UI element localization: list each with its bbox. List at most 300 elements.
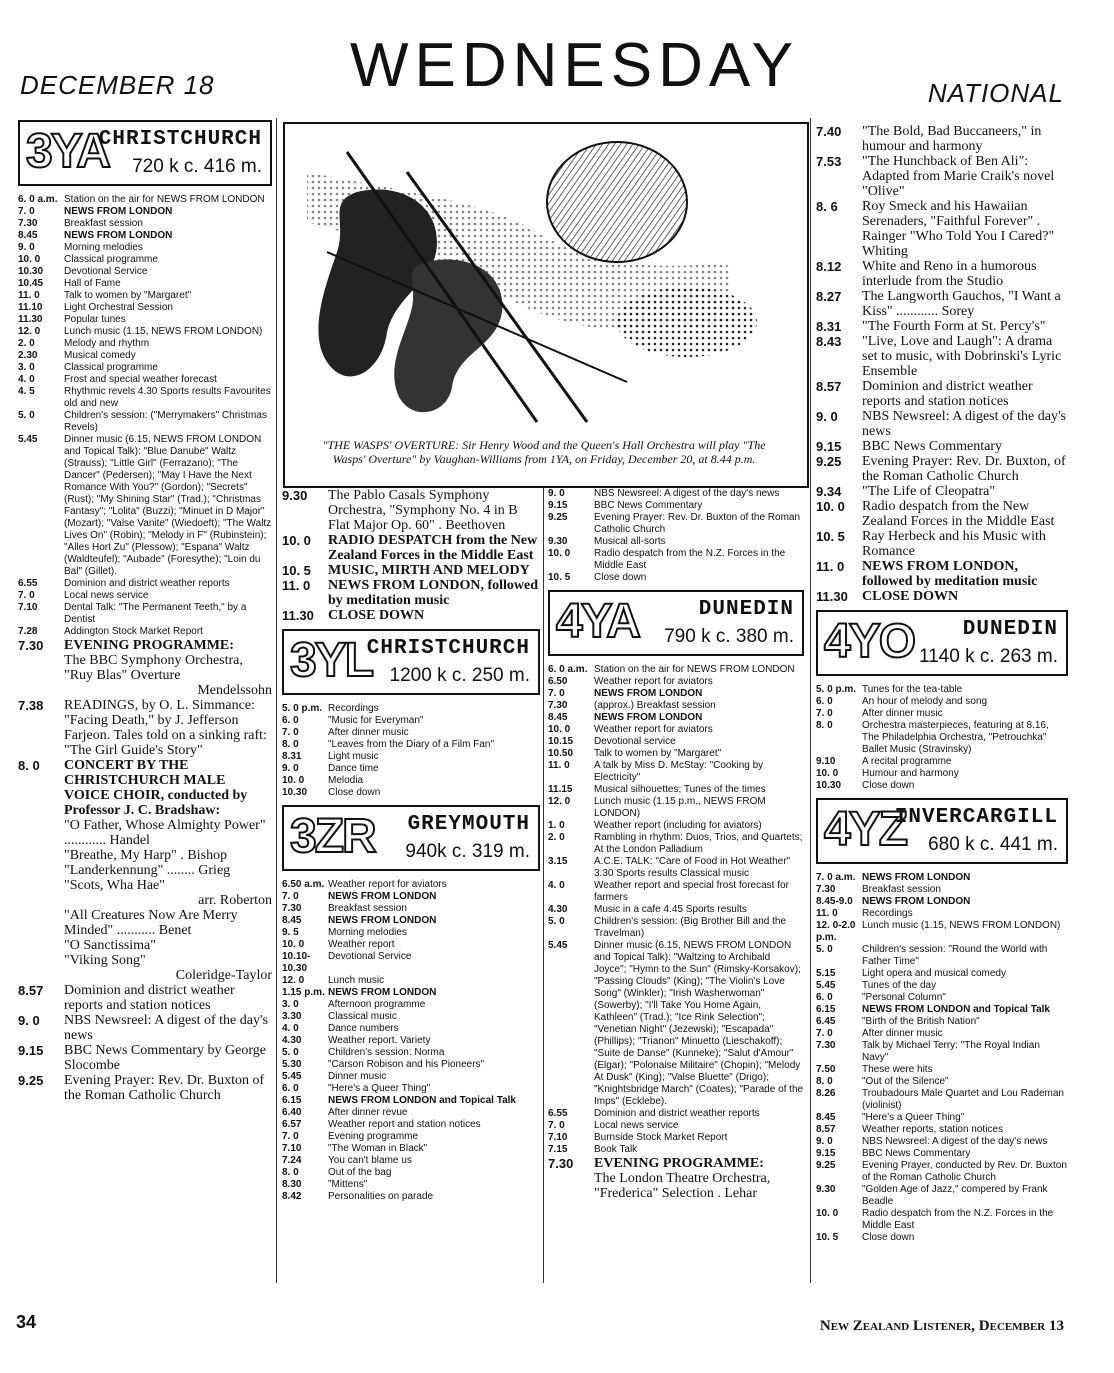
schedule-item — [548, 712, 804, 724]
schedule-item — [18, 314, 272, 326]
schedule-item — [18, 1043, 272, 1073]
schedule-text: "Here's a Queer Thing" — [862, 1112, 965, 1123]
station-city: CHRISTCHURCH — [98, 128, 262, 151]
schedule-text: "Facing Death," by J. Jefferson Farjeon. Tales told on a sinking raft: — [64, 713, 267, 743]
schedule-item — [282, 891, 540, 903]
schedule-time: 1.15 p.m. — [282, 987, 325, 998]
schedule-item — [816, 1184, 1068, 1208]
schedule-time: 7.10 — [282, 1143, 302, 1154]
schedule-text: Ray Herbeck and his Music with Romance — [862, 529, 1046, 559]
schedule-text: "All Creatures Now Are Merry Minded" ........... Benet — [64, 908, 238, 938]
schedule-text: After dinner music — [862, 1028, 943, 1039]
schedule-text: "The Fourth Form at St. Percy's" — [862, 319, 1046, 334]
schedule-item — [18, 713, 272, 743]
schedule-time: 8.43 — [816, 334, 842, 349]
schedule-text: Humour and harmony — [862, 768, 959, 779]
schedule-time: 6. 0 — [816, 696, 833, 707]
schedule-time: 9.25 — [816, 454, 842, 469]
page-number: 34 — [16, 1312, 37, 1332]
schedule-item — [816, 708, 1068, 720]
schedule-time: 9.30 — [548, 536, 568, 547]
schedule-item — [548, 880, 804, 904]
schedule-time: 10. 0 — [548, 548, 571, 559]
schedule-item — [18, 590, 272, 602]
schedule-time: 4.30 — [548, 904, 568, 915]
schedule-time: 10.10-10.30 — [282, 951, 311, 974]
schedule-text: Lunch music (1.15 p.m., NEWS FROM LONDON) — [594, 796, 766, 819]
schedule-time: 7. 0 — [548, 688, 565, 699]
schedule-text: Dinner music — [328, 1071, 387, 1082]
schedule-item — [282, 1179, 540, 1191]
schedule-time: 8. 0 — [816, 1076, 833, 1087]
schedule-text: After dinner music — [328, 727, 409, 738]
schedule-text: "Live, Love and Laugh": A drama set to music, with Dobrinski's Lyric Ensemble — [862, 334, 1062, 379]
schedule-item — [816, 289, 1068, 319]
schedule-item — [18, 266, 272, 278]
schedule-item — [548, 1108, 804, 1120]
schedule-text: Evening Prayer: Rev. Dr. Buxton, of the Roman Catholic Church — [862, 454, 1066, 484]
divider-3 — [810, 118, 811, 1283]
schedule-time: 4. 0 — [548, 880, 565, 891]
schedule-text: Devotional service — [594, 736, 676, 747]
station-logo: 4YZ — [824, 803, 907, 856]
schedule-time: 12. 0 — [548, 796, 571, 807]
schedule-time: 12. 0 — [282, 975, 305, 986]
schedule-text: Devotional Service — [328, 951, 412, 962]
schedule-text: The Langworth Gauchos, "I Want a Kiss" ............ Sorey — [862, 289, 1061, 319]
schedule-item — [282, 951, 540, 975]
schedule-text: Weather report and station notices — [328, 1119, 481, 1130]
schedule-text: Local news service — [64, 590, 149, 601]
schedule-time: 10.15 — [548, 736, 574, 747]
schedule-text: EVENING PROGRAMME: — [594, 1156, 764, 1171]
schedule-text: Children's session: "Round the World with Father Time" — [862, 944, 1048, 967]
schedule-text: Breakfast session — [328, 903, 407, 914]
schedule-time: 5. 0 — [548, 916, 565, 927]
schedule-text: "Ruy Blas" Overture — [64, 668, 181, 683]
schedule-item — [282, 775, 540, 787]
schedule-item — [816, 1112, 1068, 1124]
schedule-time: 7.30 — [548, 700, 568, 711]
station-logo: 3YL — [290, 634, 373, 687]
schedule-time: 3.30 — [282, 1011, 302, 1022]
schedule-time: 1. 0 — [548, 820, 565, 831]
schedule-text: Dance time — [328, 763, 379, 774]
schedule-item — [18, 1013, 272, 1043]
schedule-item — [816, 872, 1068, 884]
schedule-text: Morning melodies — [328, 927, 407, 938]
station-logo: 3YA — [26, 125, 109, 178]
schedule-text: Dominion and district weather reports and station notices — [64, 983, 235, 1013]
schedule-time: 11.15 — [548, 784, 573, 795]
schedule-text: "O Father, Whose Almighty Power" ............ Handel — [64, 818, 266, 848]
schedule-time: 7. 0 — [816, 1028, 833, 1039]
schedule-time: 6.15 — [282, 1095, 302, 1106]
schedule-item — [18, 818, 272, 848]
schedule-time: 5. 0 — [18, 410, 35, 421]
schedule-text: Popular tunes — [64, 314, 126, 325]
schedule-item — [18, 242, 272, 254]
schedule-time: 7.30 — [816, 884, 836, 895]
schedule-time: 10.30 — [18, 266, 44, 277]
schedule-time: 7. 0 — [18, 206, 35, 217]
divider-1 — [276, 118, 277, 1283]
schedule-time: 6. 0 — [282, 1083, 299, 1094]
schedule-text: Breakfast session — [64, 218, 143, 229]
schedule-item — [18, 638, 272, 653]
schedule-time: 8.45 — [548, 712, 568, 723]
schedule-time: 10. 0 — [816, 768, 839, 779]
schedule-time: 9.25 — [548, 512, 568, 523]
schedule-time: 7. 0 — [282, 1131, 299, 1142]
schedule-time: 9.15 — [548, 500, 568, 511]
schedule-text: NEWS FROM LONDON, followed by meditation music — [862, 559, 1038, 589]
schedule-item — [816, 1016, 1068, 1028]
schedule-time: 9.25 — [816, 1160, 836, 1171]
schedule-time: 8.26 — [816, 1088, 836, 1099]
schedule-item — [816, 756, 1068, 768]
schedule-text: Recordings — [328, 703, 379, 714]
schedule-time: 11. 0 — [18, 290, 40, 301]
schedule-item — [18, 863, 272, 878]
schedule-text: "Mittens" — [328, 1179, 368, 1190]
station-box-3zr — [282, 805, 540, 871]
schedule-text: CONCERT BY THE CHRISTCHURCH MALE VOICE CHOIR, conducted by Professor J. C. Bradshaw: — [64, 758, 248, 818]
schedule-text: Devotional Service — [64, 266, 148, 277]
schedule-item — [18, 683, 272, 698]
schedule-text: Dance numbers — [328, 1023, 399, 1034]
schedule-time: 7.28 — [18, 626, 38, 637]
schedule-text: "Here's a Queer Thing" — [328, 1083, 431, 1094]
schedule-time: 10.30 — [282, 787, 308, 798]
schedule-text: NEWS FROM LONDON, followed by meditation music — [328, 578, 538, 608]
schedule-text: "The Bold, Bad Buccaneers," in humour and harmony — [862, 124, 1042, 154]
schedule-item — [816, 1004, 1068, 1016]
schedule-time: 3. 0 — [18, 362, 35, 373]
schedule-text: "Personal Column" — [862, 992, 946, 1003]
schedule-item — [816, 529, 1068, 559]
schedule-item — [18, 1073, 272, 1103]
schedule-text: "O Sanctissima" — [64, 938, 156, 953]
4ya-evening-schedule — [548, 1156, 804, 1201]
schedule-text: A.C.E. TALK: "Care of Food in Hot Weather" 3.30 Sports results Classical music — [594, 856, 791, 879]
schedule-item — [816, 884, 1068, 896]
schedule-item — [18, 218, 272, 230]
schedule-text: These were hits — [862, 1064, 933, 1075]
schedule-item — [548, 536, 804, 548]
schedule-time: 9. 0 — [18, 1013, 40, 1028]
schedule-text: A recital programme — [862, 756, 952, 767]
schedule-time: 7.40 — [816, 124, 842, 139]
schedule-time: 10. 5 — [816, 529, 845, 544]
schedule-item — [816, 199, 1068, 259]
schedule-time: 5.45 — [282, 1071, 302, 1082]
schedule-text: Rambling in rhythm: Duos, Trios, and Quartets; At the London Palladium — [594, 832, 803, 855]
schedule-text: NEWS FROM LONDON — [328, 987, 437, 998]
wasps-overture-illustration — [283, 122, 809, 488]
schedule-time: 11. 0 — [282, 578, 311, 593]
schedule-item — [282, 999, 540, 1011]
schedule-text: Morning melodies — [64, 242, 143, 253]
station-city: DUNEDIN — [698, 598, 794, 621]
schedule-item — [18, 893, 272, 908]
schedule-item — [282, 763, 540, 775]
schedule-time: 9.25 — [18, 1073, 44, 1088]
schedule-text: The BBC Symphony Orchestra, — [64, 653, 243, 668]
schedule-item — [816, 1064, 1068, 1076]
schedule-item — [282, 578, 540, 608]
schedule-time: 7. 0 — [548, 1120, 565, 1131]
schedule-item — [548, 1186, 804, 1201]
schedule-item — [816, 1208, 1068, 1232]
schedule-item — [816, 908, 1068, 920]
schedule-item — [18, 878, 272, 893]
schedule-text: Light Orchestral Session — [64, 302, 173, 313]
schedule-item — [18, 194, 272, 206]
schedule-time: 10. 5 — [816, 1232, 839, 1243]
schedule-time: 8.57 — [816, 379, 842, 394]
schedule-text: Melody and rhythm — [64, 338, 150, 349]
schedule-text: Weather report for aviators — [594, 724, 713, 735]
schedule-item — [282, 1167, 540, 1179]
schedule-item — [18, 278, 272, 290]
schedule-item — [816, 409, 1068, 439]
schedule-item — [816, 968, 1068, 980]
schedule-time: 2.30 — [18, 350, 38, 361]
schedule-time: 8.45 — [282, 915, 302, 926]
schedule-item — [282, 1119, 540, 1131]
schedule-item — [816, 559, 1068, 589]
schedule-text: Musical comedy — [64, 350, 136, 361]
schedule-text: Dinner music (6.15, NEWS FROM LONDON and Topical Talk): "Blue Danube" Waltz (Strauss); "Little Girl" (Ferrazano); "The Dancer" (Pedersen); "May I Have the Next Romance With You?" (Gordon); "Secrets" (Rust); "My Shining Star" (Trad.); "Christmas Fantasy"; "Lolita" (Buzzi); "Minuet in D Major" (Mozart); "Valse Vanite" (Wiedoeft); "The Waltz Lives On" (Robin); "Melody in F" (Rubinstein); "Alles Hort Zu" (Plessow); "Espana" Waltz (Waldteufel); "Aubade" (Foresythe); "Loin du Bal" (Gillet). — [64, 434, 272, 577]
divider-2 — [543, 488, 544, 1283]
schedule-text: Weather report. Variety — [328, 1035, 431, 1046]
schedule-time: 6. 0 — [282, 715, 299, 726]
schedule-time: 5.45 — [816, 980, 836, 991]
schedule-text: "Out of the Silence" — [862, 1076, 949, 1087]
schedule-text: Evening Prayer: Rev. Dr. Buxton of the Roman Catholic Church — [64, 1073, 265, 1103]
schedule-item — [816, 484, 1068, 499]
schedule-item — [548, 500, 804, 512]
header-date: DECEMBER 18 — [20, 70, 215, 100]
schedule-item — [282, 739, 540, 751]
4ya-schedule — [548, 664, 804, 1156]
schedule-item — [816, 1148, 1068, 1160]
schedule-item — [18, 302, 272, 314]
schedule-item — [548, 916, 804, 940]
schedule-item — [816, 499, 1068, 529]
schedule-item — [282, 1095, 540, 1107]
schedule-item — [548, 832, 804, 856]
station-frequency: 940k c. 319 m. — [405, 841, 530, 862]
schedule-time: 8. 0 — [18, 758, 40, 773]
schedule-text: RADIO DESPATCH from the New Zealand Forces in the Middle East — [328, 533, 538, 563]
schedule-item — [18, 626, 272, 638]
schedule-text: arr. Roberton — [198, 893, 272, 908]
schedule-text: "The Girl Guide's Story" — [64, 743, 203, 758]
schedule-item — [548, 904, 804, 916]
schedule-item — [816, 124, 1068, 154]
schedule-text: Troubadours Male Quartet and Lou Rademan (violinist) — [862, 1088, 1064, 1111]
schedule-item — [548, 700, 804, 712]
publication-line: New Zealand Listener, December 13 — [819, 1318, 1064, 1334]
schedule-time: 3. 0 — [282, 999, 299, 1010]
4yz-schedule — [816, 872, 1068, 1244]
schedule-time: 10. 5 — [548, 572, 571, 583]
schedule-text: Dental Talk: "The Permanent Teeth," by a Dentist — [64, 602, 247, 625]
schedule-item — [18, 362, 272, 374]
schedule-text: After dinner revue — [328, 1107, 408, 1118]
schedule-list — [18, 194, 272, 638]
schedule-item — [18, 410, 272, 434]
schedule-text: Roy Smeck and his Hawaiian Serenaders, "Faithful Forever" . Rainger "Who Told You I Cared?" Whiting — [862, 199, 1055, 259]
schedule-item — [548, 1120, 804, 1132]
schedule-item — [282, 608, 540, 623]
schedule-time: 8.12 — [816, 259, 842, 274]
column-3yl-3zr — [282, 488, 540, 1203]
schedule-time: 4. 0 — [282, 1023, 299, 1034]
schedule-time: 6.50 a.m. — [282, 879, 325, 890]
schedule-time: 7.10 — [18, 602, 38, 613]
schedule-time: 6.45 — [816, 1016, 836, 1027]
schedule-item — [282, 1107, 540, 1119]
3ya-late-schedule — [282, 488, 540, 623]
schedule-item — [18, 578, 272, 590]
schedule-item — [548, 820, 804, 832]
schedule-item — [282, 1191, 540, 1203]
schedule-text: Lunch music (1.15, NEWS FROM LONDON) — [862, 920, 1061, 931]
schedule-item — [282, 727, 540, 739]
schedule-time: 7.24 — [282, 1155, 302, 1166]
schedule-item — [282, 787, 540, 799]
schedule-time: 7.30 — [548, 1156, 574, 1171]
schedule-item — [548, 548, 804, 572]
schedule-time: 8.45-9.0 — [816, 896, 853, 907]
schedule-item — [282, 1131, 540, 1143]
schedule-item — [816, 1088, 1068, 1112]
schedule-text: Talk by Michael Terry: "The Royal Indian Navy" — [862, 1040, 1040, 1063]
schedule-item — [816, 1124, 1068, 1136]
schedule-item — [816, 896, 1068, 908]
schedule-time: 10. 0 — [282, 533, 311, 548]
schedule-text: "Landerkennung" ........ Grieg — [64, 863, 231, 878]
schedule-text: Afternoon programme — [328, 999, 426, 1010]
schedule-time: 12. 0-2.0 p.m. — [816, 920, 856, 943]
column-3ya — [18, 120, 272, 1103]
schedule-item — [18, 602, 272, 626]
schedule-time: 7.38 — [18, 698, 44, 713]
schedule-item — [816, 720, 1068, 756]
schedule-time: 6. 0 — [816, 992, 833, 1003]
schedule-text: NEWS FROM LONDON and Topical Talk — [328, 1095, 516, 1106]
schedule-item — [282, 1035, 540, 1047]
schedule-text: "The Hunchback of Ben Ali": Adapted from Marie Craik's novel "Olive" — [862, 154, 1055, 199]
schedule-text: Book Talk — [594, 1144, 638, 1155]
schedule-text: BBC News Commentary — [862, 1148, 971, 1159]
schedule-text: Weather report — [328, 939, 395, 950]
schedule-time: 6.57 — [282, 1119, 302, 1130]
schedule-item — [548, 1156, 804, 1171]
schedule-time: 4.30 — [282, 1035, 302, 1046]
station-frequency: 680 k c. 441 m. — [928, 834, 1058, 855]
schedule-item — [18, 983, 272, 1013]
schedule-text: Radio despatch from the N.Z. Forces in the Middle East — [594, 548, 786, 571]
column-4yo-4yz — [816, 124, 1068, 1244]
station-city: DUNEDIN — [962, 618, 1058, 641]
schedule-text: "Scots, Wha Hae" — [64, 878, 165, 893]
schedule-text: Children's session: Norma — [328, 1047, 445, 1058]
schedule-time: 9.15 — [816, 1148, 836, 1159]
schedule-text: Tunes of the day — [862, 980, 937, 991]
schedule-item — [816, 980, 1068, 992]
schedule-item — [282, 1011, 540, 1023]
schedule-text: "The Life of Cleopatra" — [862, 484, 996, 499]
schedule-text: Dinner music (6.15, NEWS FROM LONDON and Topical Talk): "Waltzing to Archibald Joyce"; "Hymn to the Sun" (Rimsky-Korsakov); "Passing Clouds" (King); "The Violin's Love Song" (Winkler); "Irish Washerwoman" (Sowerby); "I'll Take You Home Again, Kathleen" (Trad.); "Ice Rink Selection"; "Venetian Night" (Jezewski); "Escapada" (Phillips); "Trianon" Minuetto (Lieschakoff); "Suite de Danse" (Kunneke); "Salut d'Amour" (Elgar); "Polonaise Militaire" (Chopin); "Melody At Dusk" (King); "Valse Bluette" (Drigo); "Knightsbridge March" (Coates); "Parade of the Imps" (Ecklebe). — [594, 940, 804, 1107]
schedule-time: 8.45 — [18, 230, 38, 241]
schedule-text: Dominion and district weather reports — [594, 1108, 760, 1119]
schedule-text: MUSIC, MIRTH AND MELODY — [328, 563, 530, 578]
schedule-item — [816, 1076, 1068, 1088]
schedule-text: Close down — [594, 572, 647, 583]
schedule-text: Music in a cafe 4.45 Sports results — [594, 904, 747, 915]
schedule-time: 7. 0 — [18, 590, 35, 601]
schedule-text: Musical silhouettes; Tunes of the times — [594, 784, 766, 795]
schedule-item — [282, 488, 540, 533]
schedule-item — [18, 290, 272, 302]
schedule-item — [816, 379, 1068, 409]
evening-schedule — [18, 638, 272, 1103]
schedule-text: Melodia — [328, 775, 364, 786]
schedule-item — [282, 703, 540, 715]
schedule-item — [548, 760, 804, 784]
schedule-item — [18, 206, 272, 218]
schedule-time: 9.15 — [18, 1043, 44, 1058]
schedule-text: Classical music — [328, 1011, 397, 1022]
schedule-text: "Breathe, My Harp" . Bishop — [64, 848, 228, 863]
schedule-text: "Carson Robison and his Pioneers" — [328, 1059, 485, 1070]
3yl-schedule — [282, 703, 540, 799]
schedule-time: 3.15 — [548, 856, 568, 867]
schedule-time: 7.10 — [548, 1132, 568, 1143]
schedule-text: CLOSE DOWN — [328, 608, 425, 623]
schedule-time: 8. 0 — [282, 1167, 299, 1178]
station-box-4yo — [816, 610, 1068, 676]
schedule-text: READINGS, by O. L. Simmance: — [64, 698, 255, 713]
schedule-text: "Birth of the British Nation" — [862, 1016, 980, 1027]
schedule-text: Orchestra masterpieces, featuring at 8.16, The Philadelphia Orchestra, "Petrouchka" Ballet Music (Stravinsky) — [862, 720, 1049, 755]
schedule-time: 2. 0 — [548, 832, 565, 843]
schedule-item — [282, 533, 540, 563]
schedule-time: 11. 0 — [816, 559, 845, 574]
schedule-item — [282, 563, 540, 578]
schedule-text: (approx.) Breakfast session — [594, 700, 716, 711]
schedule-item — [18, 338, 272, 350]
schedule-time: 8.30 — [282, 1179, 302, 1190]
schedule-text: "The Woman in Black" — [328, 1143, 428, 1154]
schedule-text: Recordings — [862, 908, 913, 919]
schedule-text: Weather report (including for aviators) — [594, 820, 762, 831]
schedule-text: NEWS FROM LONDON — [64, 230, 173, 241]
schedule-time: 5. 0 p.m. — [816, 684, 857, 695]
schedule-time: 10. 0 — [548, 724, 571, 735]
schedule-text: Addington Stock Market Report — [64, 626, 203, 637]
schedule-text: Hall of Fame — [64, 278, 121, 289]
schedule-item — [816, 768, 1068, 780]
schedule-text: "Frederica" Selection . Lehar — [594, 1186, 758, 1201]
schedule-item — [548, 1171, 804, 1186]
schedule-item — [816, 454, 1068, 484]
schedule-text: Rhythmic revels 4.30 Sports results Favourites old and new — [64, 386, 271, 409]
